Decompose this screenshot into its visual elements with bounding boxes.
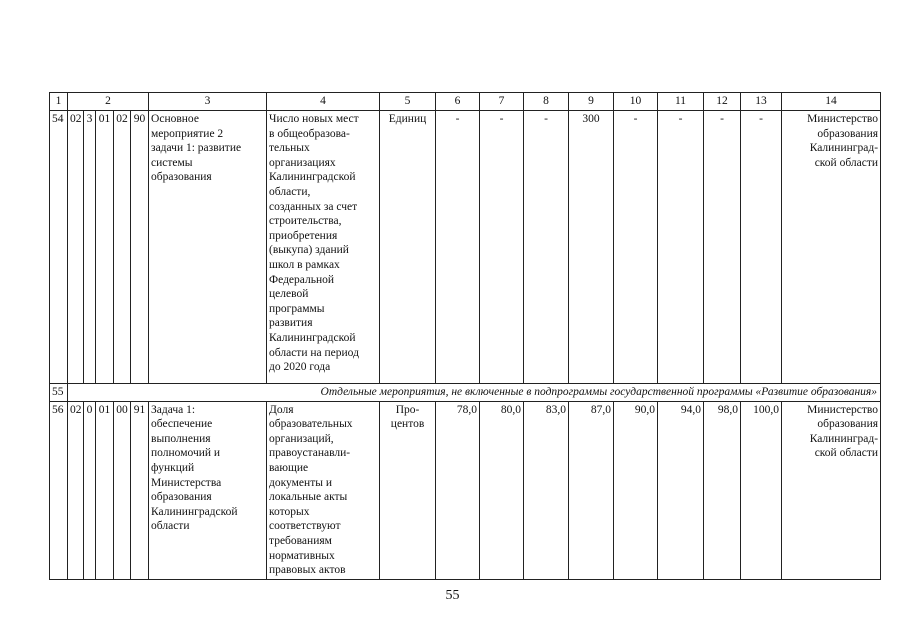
value-cell: 90,0 [614,401,658,579]
header-cell: 11 [658,93,704,111]
executor-cell: Министерство образования Калининград- ской области [782,401,881,579]
code-cell: 02 [68,401,84,579]
column-number-row [50,93,881,111]
code-cell: 02 [68,111,84,384]
value-cell: - [704,111,741,384]
header-cell: 14 [782,93,881,111]
header-cell: 3 [149,93,267,111]
value-cell: - [480,111,524,384]
row-number: 56 [50,401,68,579]
header-cell: 4 [267,93,380,111]
header-cell: 6 [436,93,480,111]
unit-cell: Единиц [380,111,436,384]
header-cell: 10 [614,93,658,111]
code-cell: 91 [131,401,149,579]
code-cell: 01 [96,111,114,384]
table-row [50,111,881,384]
value-cell: - [658,111,704,384]
indicator-cell: Число новых мест в общеобразова- тельных организациях Калининградской области, созданных за счет строительства, приобретения (выкупа) зданий школ в рамках Федеральной целевой программы развития Калининградской области на период до 2020 года [267,111,380,384]
row-number: 55 [50,384,68,402]
value-cell: 100,0 [741,401,782,579]
activity-cell: Основное мероприятие 2 задачи 1: развитие системы образования [149,111,267,384]
header-cell: 12 [704,93,741,111]
value-cell: - [436,111,480,384]
program-table [49,92,881,580]
value-cell: 83,0 [524,401,569,579]
code-cell: 3 [84,111,96,384]
row-number: 54 [50,111,68,384]
value-cell: - [741,111,782,384]
code-cell: 0 [84,401,96,579]
section-title: Отдельные мероприятия, не включенные в подпрограммы государственной программы «Развитие образования» [68,384,881,402]
value-cell: 78,0 [436,401,480,579]
code-cell: 02 [114,111,131,384]
code-cell: 90 [131,111,149,384]
header-cell: 2 [68,93,149,111]
value-cell: 98,0 [704,401,741,579]
code-cell: 01 [96,401,114,579]
page-number: 55 [445,588,460,603]
header-cell: 7 [480,93,524,111]
value-cell: 300 [569,111,614,384]
unit-cell: Про- центов [380,401,436,579]
indicator-cell: Доля образовательных организаций, правоустанавли- вающие документы и локальные акты которых соответствуют требованиям нормативных правовых актов [267,401,380,579]
value-cell: 87,0 [569,401,614,579]
value-cell: 80,0 [480,401,524,579]
value-cell: - [614,111,658,384]
header-cell: 9 [569,93,614,111]
header-cell: 13 [741,93,782,111]
value-cell: 94,0 [658,401,704,579]
value-cell: - [524,111,569,384]
table-row [50,401,881,579]
code-cell: 00 [114,401,131,579]
activity-cell: Задача 1: обеспечение выполнения полномочий и функций Министерства образования Калининградской области [149,401,267,579]
executor-cell: Министерство образования Калининград- ской области [782,111,881,384]
header-cell: 8 [524,93,569,111]
header-cell: 1 [50,93,68,111]
header-cell: 5 [380,93,436,111]
section-row [50,384,881,402]
